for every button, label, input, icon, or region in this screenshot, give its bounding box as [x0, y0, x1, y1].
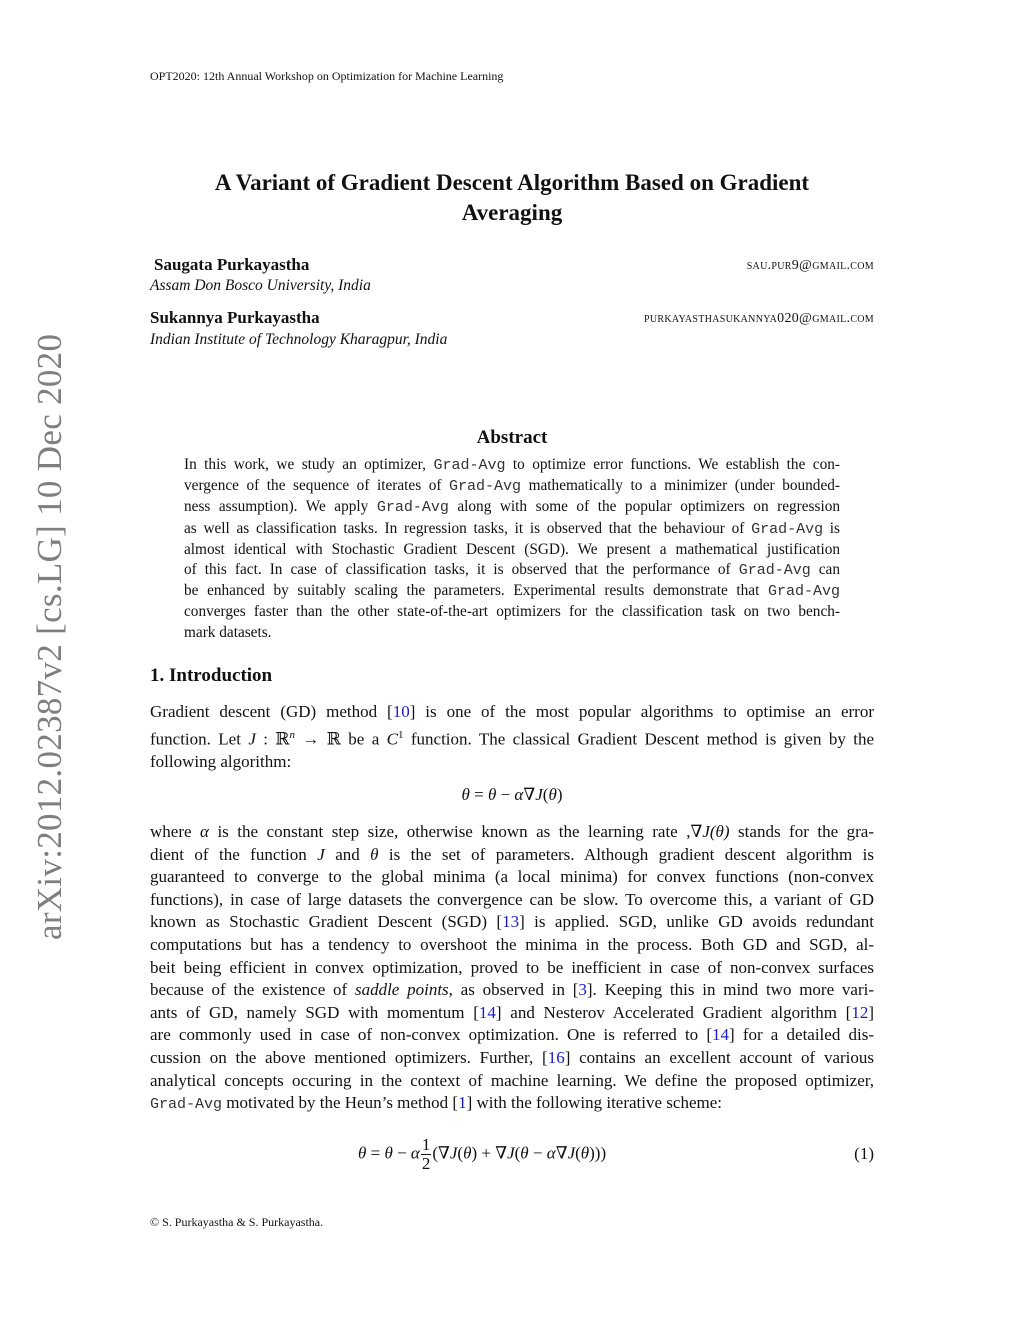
citation-link[interactable]: 3: [578, 980, 587, 1000]
intro-paragraph-2: where α is the constant step size, otherwise known as the learning rate ,∇J(θ) stands for the gra- dient of the function J and θ is the set of parameters. Although gradient descent algorithm is guaranteed to converge to the global minima (a local minima) for convex functions (non-convex functions), in case of large datasets the convergence can be slow. To overcome this, a variant of GD known as Stochastic Gradient Descent (SGD) [13] is applied. SGD, unlike GD avoids redundant computations but has a tendency to overshoot the minima in the process. Both GD and SGD, al- beit being efficient in convex optimization, proved to be inefficient in case of non-convex surfaces because of the existence of saddle points, as observed in [3]. Keeping this in mind two more vari- ants of GD, namely SGD with momentum [14] and Nesterov Accelerated Gradient algorithm [12] are commonly used in case of non-convex optimization. One is referred to [14] for a detailed dis- cussion on the above mentioned optimizers. Further, [16] contains an excellent account of various analytical concepts occuring in the context of machine learning. We define the proposed optimizer, Grad-Avg motivated by the Heun’s method [1] with the following iterative scheme:: [150, 822, 875, 1114]
abstract-body: In this work, we study an optimizer, Grad-Avg to optimize error functions. We establish the con- vergence of the sequence of iterates of Grad-Avg mathematically to a minimizer (under bounded- ness assumption). We apply Grad-Avg along with some of the popular optimizers on regression as well as classification tasks. In regression tasks, it is observed that the behaviour of Grad-Avg is almost identical with Stochastic Gradient Descent (SGD). We present a mathematical justification of this fact. In case of classification tasks, it is observed that the performance of Grad-Avg can be enhanced by suitably scaling the parameters. Experimental results demonstrate that Grad-Avg converges faster than the other state-of-the-art optimizers for the classification task on two bench- mark datasets.: [184, 456, 841, 641]
title-line-1: A Variant of Gradient Descent Algorithm Based on Gradient: [214, 170, 810, 195]
section-heading-introduction: 1. Introduction: [150, 665, 273, 686]
venue-header: OPT2020: 12th Annual Workshop on Optimization for Machine Learning: [150, 69, 504, 83]
optimizer-name: Grad-Avg: [751, 520, 824, 538]
optimizer-name: Grad-Avg: [376, 499, 449, 517]
author-name-1: Saugata Purkayastha: [154, 255, 310, 274]
citation-link[interactable]: 16: [547, 1047, 565, 1067]
equation-gradient-descent: θ = θ − α∇J(θ): [461, 785, 563, 804]
citation-link[interactable]: 10: [392, 702, 410, 721]
author-email-2[interactable]: purkayasthasukannya020@gmail.com: [644, 311, 874, 326]
author-name-2: Sukannya Purkayastha: [150, 308, 320, 327]
paper-title: [150, 168, 874, 228]
title-line-2: Averaging: [461, 200, 563, 225]
equation-number: (1): [854, 1144, 874, 1163]
optimizer-name: Grad-Avg: [767, 583, 840, 601]
optimizer-name: Grad-Avg: [433, 457, 506, 474]
optimizer-name: Grad-Avg: [738, 562, 811, 580]
citation-link[interactable]: 13: [502, 912, 520, 932]
author-affiliation-1: Assam Don Bosco University, India: [150, 277, 371, 294]
author-email-1[interactable]: sau.pur9@gmail.com: [746, 258, 874, 273]
intro-paragraph-1: Gradient descent (GD) method [10] is one of the most popular algorithms to optimise an error function. Let J : ℝ$^n$ → ℝ be a $C^1$ function. The classical Gradient Descent method is given by the following algorithm:: [150, 702, 875, 771]
citation-link[interactable]: 14: [712, 1025, 729, 1045]
copyright-footer: © S. Purkayastha & S. Purkayastha.: [150, 1215, 324, 1229]
italic-term: saddle points: [354, 980, 449, 1000]
abstract-heading: Abstract: [476, 427, 548, 448]
optimizer-name: Grad-Avg: [449, 478, 522, 496]
author-affiliation-2: Indian Institute of Technology Kharagpur, India: [150, 331, 448, 348]
citation-link[interactable]: 1: [458, 1093, 467, 1113]
citation-link[interactable]: 14: [478, 1002, 496, 1022]
citation-link[interactable]: 12: [851, 1002, 869, 1022]
optimizer-name: Grad-Avg: [150, 1096, 223, 1114]
arxiv-stamp: arXiv:2012.02387v2 [cs.LG] 10 Dec 2020: [30, 333, 69, 940]
